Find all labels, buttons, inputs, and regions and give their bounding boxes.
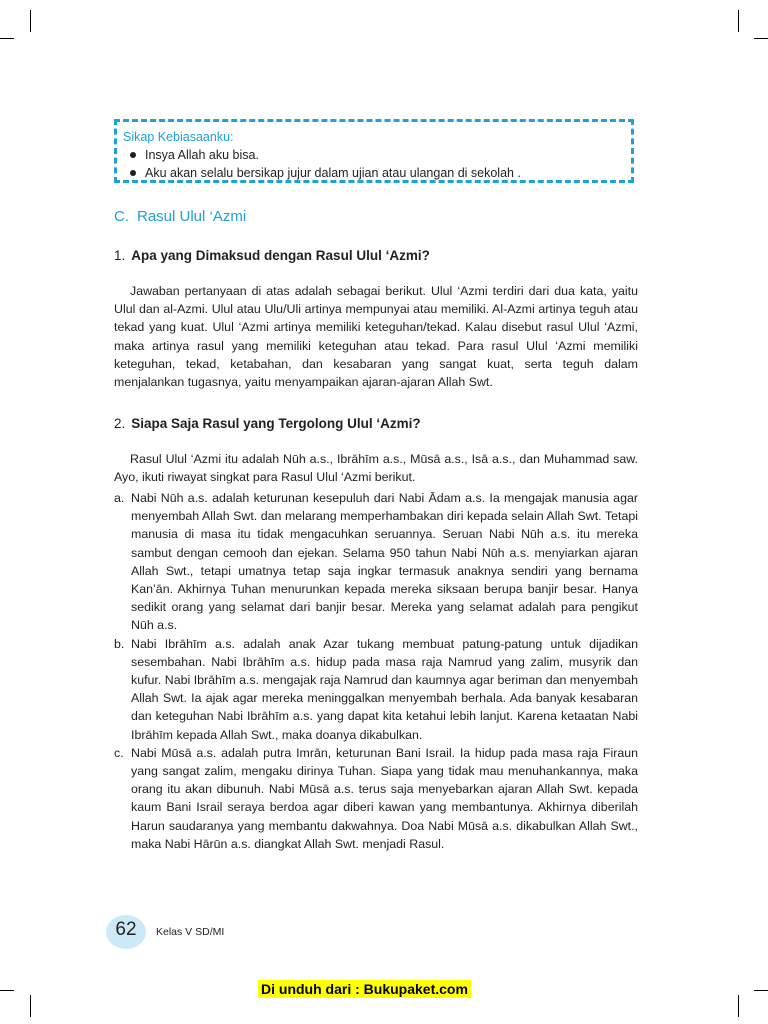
crop-mark — [754, 990, 768, 991]
story-text: Nabi Nūh a.s. adalah keturunan kesepuluh dari Nabi Ādam a.s. Ia mengajak manusia agar menyembah Allah Swt. dan melarang memperhambakan diri kepada selain Allah Swt. Tetapi manusia di masa itu tidak mengacuhkan seruannya. Seruan Nabi Nūh a.s. itu mereka sambut dengan cemooh dan ejekan. Selama 950 tahun Nabi Nūh a.s. menyiarkan ajaran Allah Swt., tetapi umatnya tetap saja ingkar termasuk anaknya sendiri yang bernama Kan’ān. Akhirnya Tuhan menurunkan kepada mereka siksaan berupa banjir besar. Hanya sedikit orang yang selamat dari banjir besar. Mereka yang selamat adalah para pengikut Nūh a.s. — [131, 491, 638, 633]
story-marker: c. — [114, 745, 124, 760]
story-text: Nabi Ibrāhīm a.s. adalah anak Azar tukang membuat patung-patung untuk dijadikan sesembahan. Nabi Ibrāhīm a.s. hidup pada masa raja Namrud yang zalim, musyrik dan kufur. Nabi Ibrāhīm a.s. mengajak raja Namrud dan kaumnya agar beriman dan menyembah Allah Swt. Ia ajak agar mereka meninggalkan menyembah berhala. Ada banyak kesabaran dan keteguhan Nabi Ibrāhīm a.s. yang dapat kita ketahui lebih lanjut. Karena ketaatan Nabi Ibrāhīm kepada Allah Swt., maka doanya dikabulkan. — [131, 636, 638, 742]
story-list — [114, 489, 638, 853]
story-item — [114, 635, 638, 744]
crop-mark — [738, 10, 739, 32]
crop-mark — [0, 38, 14, 39]
story-item — [114, 489, 638, 635]
story-text: Nabi Mūsā a.s. adalah putra Imrān, keturunan Bani Israil. Ia hidup pada masa raja Firaun yang sangat zalim, mengaku dirinya Tuhan. Siapa yang tidak mau menuhankannya, maka orang itu akan dibunuh. Nabi Mūsā a.s. terus saja menyebarkan ajaran Allah Swt. kepada kaum Bani Israil seraya berdoa agar diberi kawan yang membantunya. Akhirnya diberilah Harun saudaranya yang membantu dakwahnya. Doa Nabi Mūsā a.s. dikabulkan Allah Swt., maka Nabi Hārūn a.s. diangkat Allah Swt. menjadi Rasul. — [131, 745, 638, 851]
crop-mark — [30, 995, 31, 1017]
question-2-number: 2. — [114, 416, 126, 431]
crop-mark — [0, 990, 14, 991]
story-item — [114, 744, 638, 853]
question-2-paragraph: Rasul Ulul ‘Azmi itu adalah Nūh a.s., Ibrāhīm a.s., Mūsā a.s., Isā a.s., dan Muhammad saw. Ayo, ikuti riwayat singkat para Rasul Ulul ‘Azmi berikut. — [114, 452, 638, 485]
section-heading — [114, 207, 246, 227]
story-marker: b. — [114, 636, 125, 651]
section-title: Rasul Ulul ‘Azmi — [137, 208, 247, 225]
section-letter: C. — [114, 208, 129, 225]
crop-mark — [30, 10, 31, 32]
download-banner: Di unduh dari : Bukupaket.com — [258, 980, 471, 998]
habit-list — [123, 146, 631, 182]
habit-item: Aku akan selalu bersikap jujur dalam ujian atau ulangan di sekolah . — [123, 164, 631, 182]
question-2-heading — [114, 415, 421, 433]
habit-item: Insya Allah aku bisa. — [123, 146, 631, 164]
question-1-title: Apa yang Dimaksud dengan Rasul Ulul ‘Azmi? — [131, 248, 430, 263]
habit-box — [114, 119, 634, 183]
crop-mark — [754, 38, 768, 39]
page-number: 62 — [115, 919, 137, 940]
habit-box-title: Sikap Kebiasaanku: — [123, 130, 234, 144]
question-1-paragraph: Jawaban pertanyaan di atas adalah sebagai berikut. Ulul ‘Azmi terdiri dari dua kata, yaitu Ulul dan al-Azmi. Ulul atau Ulu/Uli artinya mempunyai atau memiliki. Al-Azmi artinya teguh atau tekad yang kuat. Ulul ‘Azmi artinya memiliki keteguhan/tekad. Kalau disebut rasul Ulul ‘Azmi, maka artinya rasul yang memiliki keteguhan atau tekad. Para rasul Ulul ‘Azmi memiliki keteguhan, tekad, ketabahan, dan kesabaran yang sangat kuat, serta teguh dalam menjalankan tugasnya, yaitu menyampaikan ajaran-ajaran Allah Swt. — [114, 284, 638, 390]
crop-mark — [738, 995, 739, 1017]
question-1-heading — [114, 247, 430, 265]
class-label: Kelas V SD/MI — [156, 926, 225, 938]
question-2-title: Siapa Saja Rasul yang Tergolong Ulul ‘Azmi? — [131, 416, 421, 431]
question-1-number: 1. — [114, 248, 126, 263]
story-marker: a. — [114, 491, 125, 505]
